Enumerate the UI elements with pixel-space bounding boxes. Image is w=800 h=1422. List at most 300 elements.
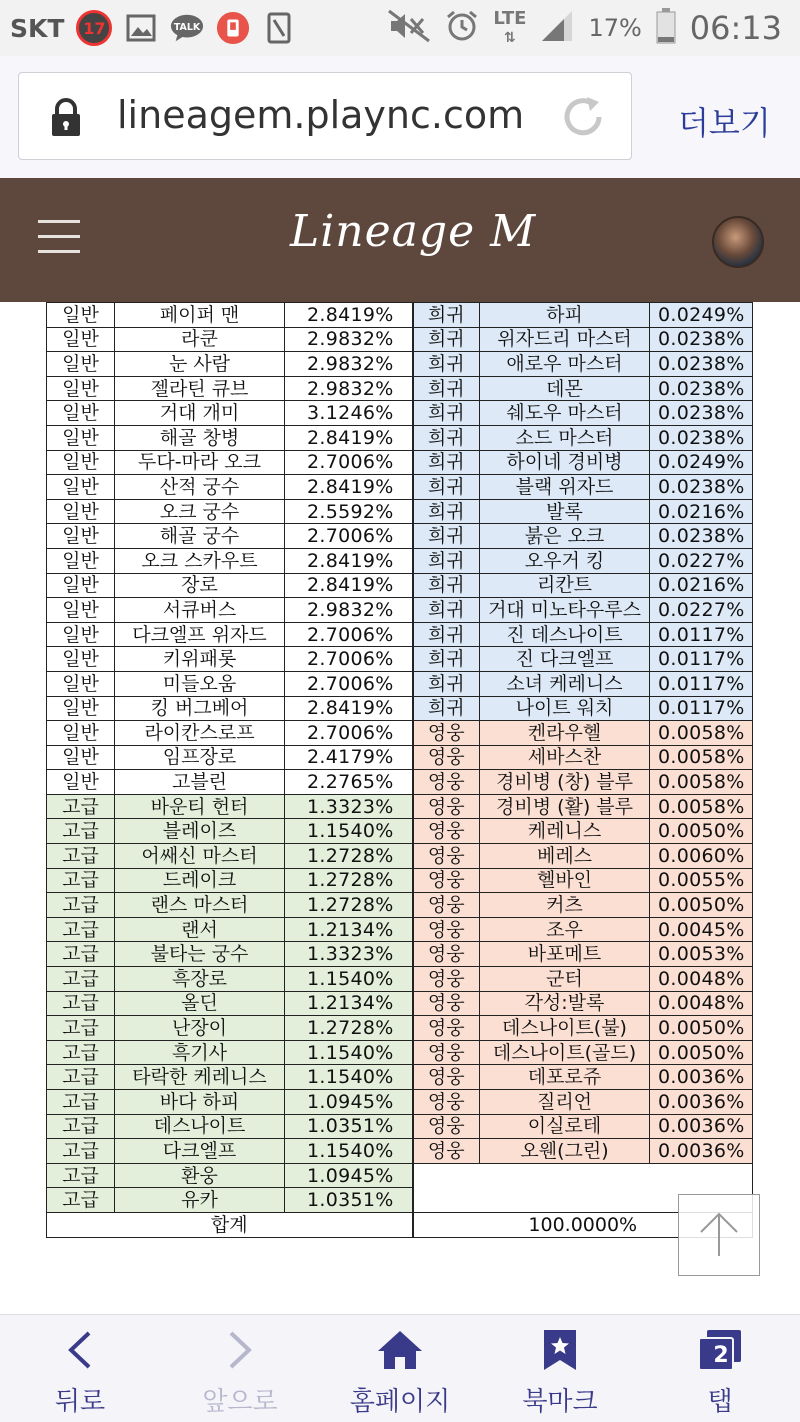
monster-name-cell: 리칸트 — [480, 573, 650, 598]
grade-cell: 일반 — [47, 524, 115, 549]
monster-name-cell: 올딘 — [115, 991, 285, 1016]
grade-cell: 일반 — [47, 401, 115, 426]
rate-cell: 0.0045% — [650, 917, 753, 942]
monster-name-cell: 흑장로 — [115, 967, 285, 992]
battery-icon — [656, 8, 676, 48]
rate-cell: 1.1540% — [285, 1065, 413, 1090]
monster-name-cell: 위자드리 마스터 — [480, 327, 650, 352]
grade-cell: 희귀 — [413, 622, 480, 647]
carrier-label: SKT — [10, 13, 65, 43]
scroll-to-top-button[interactable] — [678, 1194, 760, 1276]
monster-name-cell: 하이네 경비병 — [480, 450, 650, 475]
rate-cell: 1.0945% — [285, 1090, 413, 1115]
monster-name-cell: 두다-마라 오크 — [115, 450, 285, 475]
monster-name-cell: 장로 — [115, 573, 285, 598]
chevron-left-icon — [65, 1329, 95, 1371]
monster-name-cell: 이실로테 — [480, 1114, 650, 1139]
grade-cell: 희귀 — [413, 475, 480, 500]
monster-name-cell: 경비병 (활) 블루 — [480, 794, 650, 819]
table-row — [47, 352, 753, 377]
rate-cell: 0.0036% — [650, 1139, 753, 1164]
app-alert-icon — [216, 11, 250, 45]
grade-cell: 일반 — [47, 573, 115, 598]
monster-name-cell: 조우 — [480, 917, 650, 942]
grade-cell: 영웅 — [413, 819, 480, 844]
rate-cell: 2.7006% — [285, 647, 413, 672]
monster-name-cell: 오크 스카우트 — [115, 548, 285, 573]
table-row — [47, 1016, 753, 1041]
rate-cell: 3.1246% — [285, 401, 413, 426]
table-row — [47, 425, 753, 450]
grade-cell: 영웅 — [413, 967, 480, 992]
rate-cell: 1.2728% — [285, 1016, 413, 1041]
rate-cell: 0.0238% — [650, 401, 753, 426]
rate-cell: 0.0238% — [650, 376, 753, 401]
rate-cell: 0.0058% — [650, 721, 753, 746]
nav-forward[interactable] — [160, 1315, 320, 1422]
monster-name-cell: 임프장로 — [115, 745, 285, 770]
table-row — [47, 573, 753, 598]
table-row — [47, 868, 753, 893]
grade-cell: 일반 — [47, 327, 115, 352]
nav-home-label: 홈페이지 — [349, 1387, 451, 1417]
monster-name-cell: 나이트 워치 — [480, 696, 650, 721]
grade-cell: 영웅 — [413, 1139, 480, 1164]
monster-name-cell: 흑기사 — [115, 1040, 285, 1065]
table-row — [47, 671, 753, 696]
monster-name-cell: 오크 궁수 — [115, 499, 285, 524]
rate-cell: 0.0238% — [650, 524, 753, 549]
network-label: LTE — [493, 7, 527, 29]
monster-name-cell: 커츠 — [480, 893, 650, 918]
rate-cell: 2.8419% — [285, 303, 413, 328]
monster-name-cell: 라이칸스로프 — [115, 721, 285, 746]
grade-cell: 영웅 — [413, 942, 480, 967]
rate-cell: 0.0216% — [650, 499, 753, 524]
rate-cell: 0.0036% — [650, 1090, 753, 1115]
table-row — [47, 1065, 753, 1090]
monster-name-cell: 라쿤 — [115, 327, 285, 352]
table-row — [47, 1114, 753, 1139]
table-row — [47, 401, 753, 426]
grade-cell: 고급 — [47, 819, 115, 844]
rate-cell: 2.2765% — [285, 770, 413, 795]
grade-cell: 고급 — [47, 967, 115, 992]
rate-cell: 0.0050% — [650, 893, 753, 918]
monster-name-cell: 애로우 마스터 — [480, 352, 650, 377]
monster-name-cell: 블랙 위자드 — [480, 475, 650, 500]
monster-name-cell: 하피 — [480, 303, 650, 328]
nav-back[interactable] — [0, 1315, 160, 1422]
nav-forward-label: 앞으로 — [202, 1387, 278, 1417]
rate-cell: 2.7006% — [285, 671, 413, 696]
monster-name-cell: 해골 창병 — [115, 425, 285, 450]
more-button[interactable]: 더보기 — [678, 104, 771, 142]
monster-name-cell: 유카 — [115, 1188, 285, 1213]
rate-cell: 2.7006% — [285, 450, 413, 475]
home-icon — [376, 1329, 424, 1371]
monster-name-cell: 불타는 궁수 — [115, 942, 285, 967]
grade-cell: 고급 — [47, 1188, 115, 1213]
monster-name-cell: 고블린 — [115, 770, 285, 795]
grade-cell: 일반 — [47, 622, 115, 647]
menu-icon[interactable] — [38, 220, 80, 256]
rate-cell: 0.0238% — [650, 352, 753, 377]
rate-cell: 2.9832% — [285, 352, 413, 377]
bookmark-icon — [542, 1329, 578, 1371]
network-type — [493, 7, 527, 47]
rate-cell: 0.0238% — [650, 425, 753, 450]
monster-name-cell: 난장이 — [115, 1016, 285, 1041]
rate-cell: 0.0058% — [650, 794, 753, 819]
table-row — [47, 327, 753, 352]
grade-cell: 일반 — [47, 696, 115, 721]
mute-icon — [387, 9, 431, 47]
rate-cell: 0.0216% — [650, 573, 753, 598]
gallery-icon — [124, 11, 158, 45]
grade-cell: 일반 — [47, 598, 115, 623]
rate-cell: 1.2728% — [285, 844, 413, 869]
monster-name-cell: 거대 미노타우루스 — [480, 598, 650, 623]
alarm-icon — [445, 9, 479, 47]
grade-cell: 고급 — [47, 991, 115, 1016]
grade-cell: 일반 — [47, 770, 115, 795]
rate-cell: 1.2134% — [285, 917, 413, 942]
notification-badge: 17 — [76, 10, 112, 46]
table-row — [47, 917, 753, 942]
nav-home[interactable] — [320, 1315, 480, 1422]
grade-cell: 영웅 — [413, 844, 480, 869]
table-row — [47, 1163, 753, 1188]
table-row — [47, 450, 753, 475]
grade-cell: 희귀 — [413, 499, 480, 524]
monster-name-cell: 어쌔신 마스터 — [115, 844, 285, 869]
rate-cell: 1.3323% — [285, 794, 413, 819]
monster-name-cell: 바다 하피 — [115, 1090, 285, 1115]
rate-cell: 0.0053% — [650, 942, 753, 967]
table-row — [47, 696, 753, 721]
monster-name-cell: 진 데스나이트 — [480, 622, 650, 647]
grade-cell: 고급 — [47, 868, 115, 893]
url-text[interactable]: lineagem.plaync.com — [117, 93, 525, 137]
rate-cell: 2.9832% — [285, 376, 413, 401]
grade-cell: 일반 — [47, 647, 115, 672]
grade-cell: 희귀 — [413, 548, 480, 573]
monster-name-cell: 다크엘프 — [115, 1139, 285, 1164]
monster-name-cell: 질리언 — [480, 1090, 650, 1115]
rate-cell: 2.7006% — [285, 622, 413, 647]
rate-cell: 0.0227% — [650, 598, 753, 623]
lock-icon — [49, 97, 83, 141]
table-row — [47, 548, 753, 573]
total-row — [47, 1212, 753, 1237]
rate-cell: 1.1540% — [285, 1040, 413, 1065]
grade-cell: 고급 — [47, 1065, 115, 1090]
rate-cell: 0.0249% — [650, 303, 753, 328]
table-row — [47, 844, 753, 869]
grade-cell: 일반 — [47, 450, 115, 475]
browser-toolbar — [0, 56, 800, 178]
monster-name-cell: 오웬(그린) — [480, 1139, 650, 1164]
monster-name-cell: 산적 궁수 — [115, 475, 285, 500]
grade-cell: 희귀 — [413, 696, 480, 721]
grade-cell: 고급 — [47, 893, 115, 918]
monster-name-cell: 소드 마스터 — [480, 425, 650, 450]
table-row — [47, 303, 753, 328]
grade-cell: 고급 — [47, 794, 115, 819]
rate-cell: 0.0060% — [650, 844, 753, 869]
monster-name-cell: 소녀 케레니스 — [480, 671, 650, 696]
table-row — [47, 1040, 753, 1065]
grade-cell: 고급 — [47, 844, 115, 869]
grade-cell: 영웅 — [413, 794, 480, 819]
avatar[interactable] — [712, 216, 764, 268]
monster-name-cell: 랜스 마스터 — [115, 893, 285, 918]
grade-cell: 영웅 — [413, 1040, 480, 1065]
monster-name-cell: 블레이즈 — [115, 819, 285, 844]
monster-name-cell: 케레니스 — [480, 819, 650, 844]
table-row — [47, 1090, 753, 1115]
table-row — [47, 1139, 753, 1164]
arrow-up-icon — [697, 1210, 741, 1260]
monster-name-cell: 키위패롯 — [115, 647, 285, 672]
status-bar — [0, 0, 800, 56]
grade-cell: 영웅 — [413, 745, 480, 770]
rate-cell: 0.0238% — [650, 327, 753, 352]
grade-cell: 고급 — [47, 1040, 115, 1065]
monster-name-cell: 경비병 (창) 블루 — [480, 770, 650, 795]
grade-cell: 희귀 — [413, 327, 480, 352]
rate-cell: 2.8419% — [285, 573, 413, 598]
grade-cell: 영웅 — [413, 770, 480, 795]
monster-name-cell: 젤라틴 큐브 — [115, 376, 285, 401]
grade-cell: 일반 — [47, 425, 115, 450]
grade-cell: 희귀 — [413, 524, 480, 549]
address-bar[interactable] — [18, 72, 632, 160]
table-row — [47, 819, 753, 844]
grade-cell: 영웅 — [413, 917, 480, 942]
grade-cell: 일반 — [47, 548, 115, 573]
grade-cell: 영웅 — [413, 1114, 480, 1139]
rate-cell: 1.3323% — [285, 942, 413, 967]
monster-name-cell: 바포메트 — [480, 942, 650, 967]
monster-name-cell: 진 다크엘프 — [480, 647, 650, 672]
monster-name-cell: 군터 — [480, 967, 650, 992]
monster-name-cell: 세바스찬 — [480, 745, 650, 770]
rate-cell: 0.0117% — [650, 622, 753, 647]
monster-name-cell: 데스나이트(불) — [480, 1016, 650, 1041]
monster-name-cell: 환웅 — [115, 1163, 285, 1188]
table-row — [47, 647, 753, 672]
monster-name-cell: 발록 — [480, 499, 650, 524]
grade-cell: 영웅 — [413, 868, 480, 893]
rate-cell: 0.0050% — [650, 1040, 753, 1065]
tabs-icon — [697, 1329, 743, 1371]
monster-name-cell: 눈 사람 — [115, 352, 285, 377]
monster-name-cell: 데스나이트 — [115, 1114, 285, 1139]
table-row — [47, 376, 753, 401]
table-row — [47, 721, 753, 746]
rate-cell: 0.0050% — [650, 819, 753, 844]
total-label: 합계 — [47, 1212, 413, 1237]
table-row — [47, 967, 753, 992]
table-row — [47, 598, 753, 623]
rate-cell: 2.9832% — [285, 598, 413, 623]
grade-cell: 희귀 — [413, 647, 480, 672]
rate-cell: 0.0036% — [650, 1114, 753, 1139]
rate-cell: 0.0117% — [650, 696, 753, 721]
probability-table-area — [0, 302, 800, 1314]
monster-name-cell: 랜서 — [115, 917, 285, 942]
table-row — [47, 524, 753, 549]
rate-cell: 1.0351% — [285, 1188, 413, 1213]
table-row — [47, 794, 753, 819]
tab-count: 2 — [713, 1343, 729, 1368]
battery-percent: 17% — [588, 14, 642, 42]
monster-name-cell: 각성:발록 — [480, 991, 650, 1016]
monster-name-cell: 오우거 킹 — [480, 548, 650, 573]
table-row — [47, 475, 753, 500]
rate-cell: 2.9832% — [285, 327, 413, 352]
monster-name-cell: 켄라우헬 — [480, 721, 650, 746]
monster-name-cell: 거대 개미 — [115, 401, 285, 426]
grade-cell: 일반 — [47, 745, 115, 770]
reload-icon[interactable] — [559, 93, 607, 145]
grade-cell: 일반 — [47, 671, 115, 696]
monster-name-cell: 해골 궁수 — [115, 524, 285, 549]
rate-cell: 2.8419% — [285, 425, 413, 450]
grade-cell: 희귀 — [413, 671, 480, 696]
clock: 06:13 — [689, 9, 782, 47]
rate-cell: 1.1540% — [285, 819, 413, 844]
nav-back-label: 뒤로 — [54, 1387, 106, 1417]
site-header — [0, 178, 800, 302]
rate-cell: 2.8419% — [285, 548, 413, 573]
grade-cell: 일반 — [47, 475, 115, 500]
rate-cell: 1.1540% — [285, 967, 413, 992]
monster-name-cell: 붉은 오크 — [480, 524, 650, 549]
grade-cell: 고급 — [47, 917, 115, 942]
rate-cell: 0.0058% — [650, 770, 753, 795]
site-logo[interactable]: Lineage M — [290, 206, 537, 257]
grade-cell: 영웅 — [413, 893, 480, 918]
monster-name-cell: 베레스 — [480, 844, 650, 869]
rate-cell: 2.4179% — [285, 745, 413, 770]
grade-cell: 고급 — [47, 1114, 115, 1139]
grade-cell: 희귀 — [413, 303, 480, 328]
table-row — [47, 991, 753, 1016]
rate-cell: 0.0227% — [650, 548, 753, 573]
grade-cell: 일반 — [47, 352, 115, 377]
grade-cell: 일반 — [47, 721, 115, 746]
grade-cell: 희귀 — [413, 450, 480, 475]
monster-name-cell: 타락한 케레니스 — [115, 1065, 285, 1090]
grade-cell: 일반 — [47, 303, 115, 328]
nav-bookmark[interactable] — [480, 1315, 640, 1422]
monster-name-cell: 데몬 — [480, 376, 650, 401]
monster-name-cell: 다크엘프 위자드 — [115, 622, 285, 647]
grade-cell: 희귀 — [413, 598, 480, 623]
chevron-right-icon — [225, 1329, 255, 1371]
rate-cell: 1.0351% — [285, 1114, 413, 1139]
bottom-navigation — [0, 1314, 800, 1422]
monster-name-cell: 미들오움 — [115, 671, 285, 696]
svg-text:TALK: TALK — [174, 21, 201, 33]
nav-bookmark-label: 북마크 — [522, 1387, 598, 1417]
grade-cell: 희귀 — [413, 425, 480, 450]
rate-cell: 1.2134% — [285, 991, 413, 1016]
rate-cell: 0.0058% — [650, 745, 753, 770]
monster-name-cell: 헬바인 — [480, 868, 650, 893]
monster-name-cell: 바운티 헌터 — [115, 794, 285, 819]
grade-cell: 고급 — [47, 1090, 115, 1115]
rate-cell: 0.0048% — [650, 991, 753, 1016]
monster-name-cell: 서큐버스 — [115, 598, 285, 623]
rate-cell: 0.0055% — [650, 868, 753, 893]
grade-cell: 희귀 — [413, 376, 480, 401]
monster-name-cell: 데스나이트(골드) — [480, 1040, 650, 1065]
rate-cell: 1.2728% — [285, 893, 413, 918]
grade-cell: 희귀 — [413, 352, 480, 377]
rate-cell: 1.0945% — [285, 1163, 413, 1188]
table-row — [47, 1188, 753, 1213]
table-row — [47, 942, 753, 967]
data-arrows-icon: ⇅ — [504, 29, 516, 46]
monster-name-cell: 킹 버그베어 — [115, 696, 285, 721]
total-value: 100.0000% — [413, 1212, 753, 1237]
rate-cell: 2.7006% — [285, 524, 413, 549]
grade-cell: 고급 — [47, 1016, 115, 1041]
signal-icon — [540, 9, 574, 47]
rate-cell: 1.2728% — [285, 868, 413, 893]
rate-cell: 2.5592% — [285, 499, 413, 524]
rate-cell: 0.0238% — [650, 475, 753, 500]
table-row — [47, 893, 753, 918]
table-row — [47, 622, 753, 647]
rate-cell: 2.8419% — [285, 475, 413, 500]
nav-tabs[interactable] — [640, 1315, 800, 1422]
monster-name-cell: 데포로쥬 — [480, 1065, 650, 1090]
rate-cell: 2.7006% — [285, 721, 413, 746]
grade-cell: 영웅 — [413, 991, 480, 1016]
grade-cell: 일반 — [47, 376, 115, 401]
table-row — [47, 499, 753, 524]
monster-name-cell: 드레이크 — [115, 868, 285, 893]
monster-name-cell: 페이퍼 맨 — [115, 303, 285, 328]
table-row — [47, 770, 753, 795]
probability-table — [46, 302, 753, 1238]
rate-cell: 0.0249% — [650, 450, 753, 475]
grade-cell: 희귀 — [413, 573, 480, 598]
rate-cell: 0.0117% — [650, 671, 753, 696]
grade-cell: 영웅 — [413, 1065, 480, 1090]
talk-icon — [170, 11, 204, 45]
table-row — [47, 745, 753, 770]
grade-cell: 영웅 — [413, 1016, 480, 1041]
rate-cell: 0.0117% — [650, 647, 753, 672]
grade-cell: 고급 — [47, 1163, 115, 1188]
grade-cell: 고급 — [47, 942, 115, 967]
empty-cell — [413, 1163, 753, 1188]
rate-cell: 0.0036% — [650, 1065, 753, 1090]
monster-name-cell: 쉐도우 마스터 — [480, 401, 650, 426]
rate-cell: 0.0050% — [650, 1016, 753, 1041]
nav-tabs-label: 탭 — [707, 1387, 733, 1417]
rate-cell: 2.8419% — [285, 696, 413, 721]
rate-cell: 1.1540% — [285, 1139, 413, 1164]
grade-cell: 일반 — [47, 499, 115, 524]
grade-cell: 영웅 — [413, 721, 480, 746]
